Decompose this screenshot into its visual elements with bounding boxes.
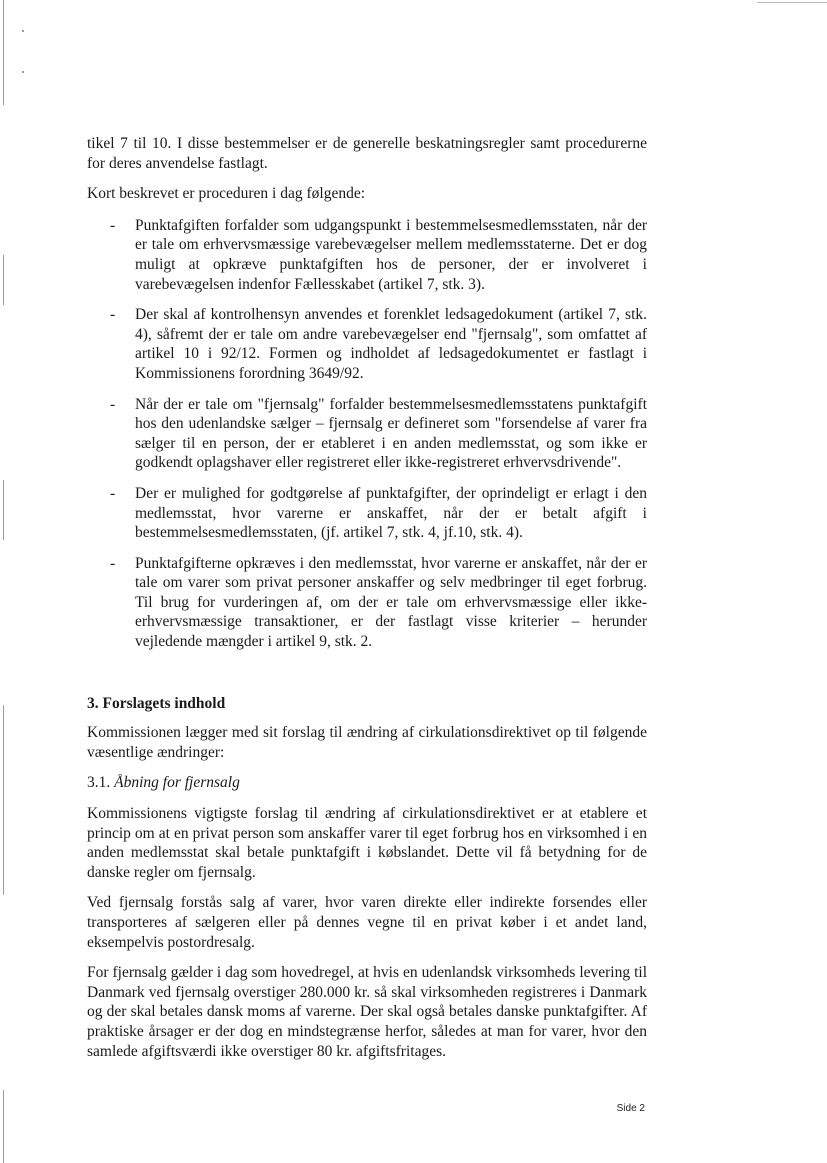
dash-marker: - xyxy=(110,306,116,324)
intro-line: Kort beskrevet er proceduren i dag følgende: xyxy=(87,185,366,203)
document-body xyxy=(87,134,647,1072)
subsection-title: Åbning for fjernsalg xyxy=(114,774,240,792)
scan-dot xyxy=(22,71,24,73)
body-paragraph: Ved fjernsalg forstås salg af varer, hvor varen direkte eller indirekte forsendes eller transporteres af sælgeren eller på dennes vegne til en privat køber i et andet land, eksempelvis postordresalg. xyxy=(87,894,647,951)
opening-paragraph: tikel 7 til 10. I disse bestemmelser er de generelle beskatningsregler samt procedurerne for deres anvendelse fastlagt. xyxy=(87,135,647,172)
body-paragraph: For fjernsalg gælder i dag som hovedregel, at hvis en udenlandsk virksomheds levering til Danmark ved fjernsalg overstiger 280.000 kr. så skal virksomheden registreres i Danmark og der skal betales dansk moms af varerne. Der skal også betales danske punktafgifter. Af praktiske årsager er der dog en mindstegrænse herfor, således at man for varer, hvor den samlede afgiftsværdi ikke overstiger 80 kr. afgiftsfritages. xyxy=(87,964,647,1060)
dash-marker: - xyxy=(110,395,116,413)
list-item xyxy=(87,395,647,473)
section-heading: 3. Forslagets indhold xyxy=(87,694,226,712)
scan-edge-line xyxy=(3,255,4,305)
list-item xyxy=(87,305,647,383)
list-item-text: Punktafgiften forfalder som udgangspunkt i bestemmelsesmedlemsstaten, når der er tale om erhvervsmæssige varebevægelser mellem medlemsstaterne. Det er dog muligt at opkræve punktafgiften hos de personer, der er involveret i varebevægelsen indenfor Fællesskabet (artikel 7, stk. 3). xyxy=(135,216,647,293)
scan-edge-line xyxy=(3,1090,4,1163)
page-number: Side 2 xyxy=(616,1103,645,1114)
scan-top-rule xyxy=(757,2,827,3)
scan-edge-line xyxy=(3,0,4,105)
subsection-number: 3.1. xyxy=(87,774,111,792)
dash-marker: - xyxy=(110,484,116,502)
bullet-list xyxy=(87,216,647,652)
body-paragraph: Kommissionens vigtigste forslag til ændring af cirkulationsdirektivet er at etablere et princip om at en privat person som anskaffer varer til eget forbrug hos en virksomhed i en anden medlemsstat skal betale punktafgift i købslandet. Dette vil få betydning for de danske regler om fjernsalg. xyxy=(87,805,647,881)
dash-marker: - xyxy=(110,554,116,572)
list-item-text: Punktafgifterne opkræves i den medlemsstat, hvor varerne er anskaffet, når der er tale om varer som privat personer anskaffer og selv medbringer til eget forbrug. Til brug for vurderingen af, om der er tale om erhvervsmæssige eller ikke-erhvervsmæssige transaktioner, er der fastlagt visse kriterier – herunder vejledende mængder i artikel 9, stk. 2. xyxy=(135,554,647,651)
dash-marker: - xyxy=(110,216,116,234)
scan-edge-line xyxy=(3,705,4,895)
list-item-text: Der skal af kontrolhensyn anvendes et forenklet ledsagedokument (artikel 7, stk. 4), såfremt der er tale om andre varebevægelser end "fjernsalg", som omfattet af artikel 10 i 92/12. Formen og indholdet af ledsagedokumentet er fastlagt i Kommissionens forordning 3649/92. xyxy=(135,306,647,382)
list-item xyxy=(87,554,647,652)
section-intro: Kommissionen lægger med sit forslag til ændring af cirkulationsdirektivet op til følgende væsentlige ændringer: xyxy=(87,724,647,761)
list-item xyxy=(87,484,647,543)
list-item xyxy=(87,216,647,294)
scan-dot xyxy=(22,30,24,32)
list-item-text: Der er mulighed for godtgørelse af punktafgifter, der oprindeligt er erlagt i den medlemsstat, hvor varerne er anskaffet, når der er betalt afgift i bestemmelsesmedlemsstaten, (jf. artikel 7, stk. 4, jf.10, stk. 4). xyxy=(135,484,647,542)
list-item-text: Når der er tale om "fjernsalg" forfalder bestemmelsesmedlemsstatens punktafgift hos den udenlandske sælger – fjernsalg er defineret som "forsendelse af varer fra sælger til en person, der er etableret i en anden medlemsstat, og som ikke er godkendt oplagshaver eller registreret eller ikke-registreret erhvervsdrivende". xyxy=(135,395,647,472)
subsection-heading xyxy=(87,773,647,793)
scan-edge-line xyxy=(3,480,4,540)
